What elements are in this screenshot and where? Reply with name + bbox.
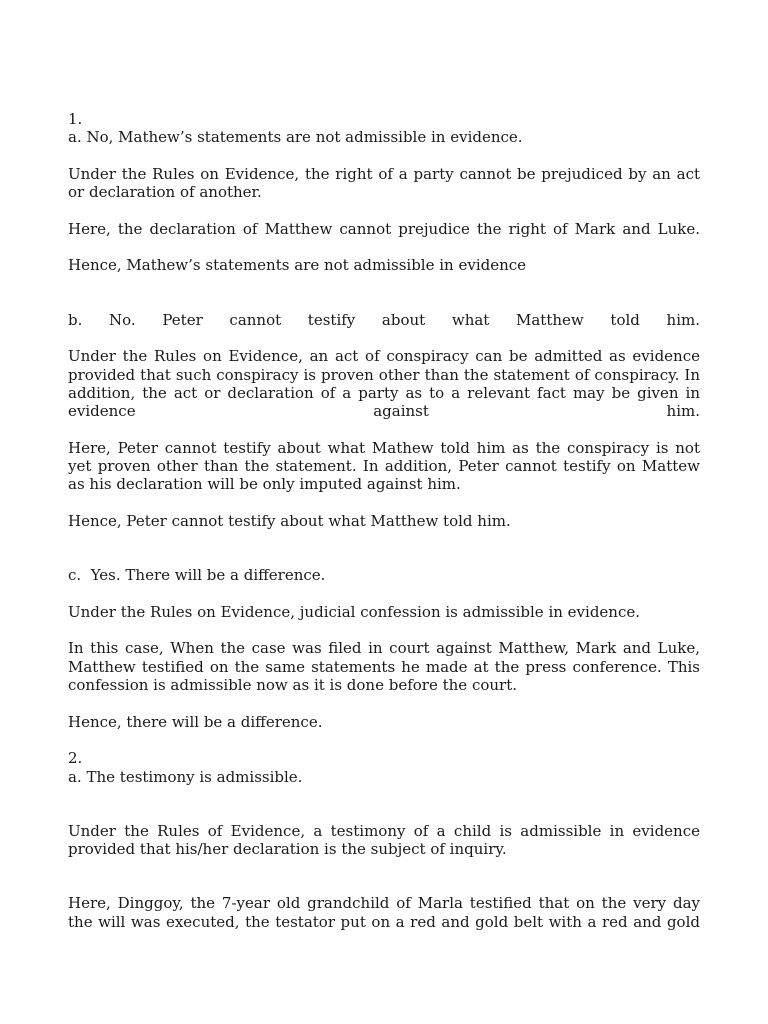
answer-1a-application: Here, the declaration of Matthew cannot prejudice the right of Mark and Luke. [68, 219, 700, 238]
answer-1c-heading: c. Yes. There will be a difference. [68, 566, 326, 585]
answer-1b-conclusion: Hence, Peter cannot testify about what Matthew told him. [68, 511, 511, 530]
answer-1c-conclusion: Hence, there will be a difference. [68, 712, 323, 731]
question-2-number: 2. [68, 749, 83, 768]
answer-2a-application: Here, Dinggoy, the 7-year old grandchild of Marla testified that on the very day the will was executed, the testator put on a red and gold belt with a red and gold [68, 894, 700, 931]
answer-1b-heading: b. No. Peter cannot testify about what Matthew told him. [68, 310, 700, 329]
answer-2a-heading: a. The testimony is admissible. [68, 767, 303, 786]
answer-1c-application: In this case, When the case was filed in court against Matthew, Mark and Luke, Matthew testified on the same statements he made at the press conference. This confession is admissible now as it is done before the court. [68, 639, 700, 695]
answer-1c-rule: Under the Rules on Evidence, judicial confession is admissible in evidence. [68, 602, 640, 621]
question-1-number: 1. [68, 110, 83, 128]
answer-1a-rule: Under the Rules on Evidence, the right of a party cannot be prejudiced by an act or declaration of another. [68, 164, 700, 202]
answer-2a-rule: Under the Rules of Evidence, a testimony of a child is admissible in evidence provided that his/her declaration is the subject of inquiry. [68, 821, 700, 859]
answer-1a-conclusion: Hence, Mathew’s statements are not admissible in evidence [68, 256, 527, 275]
answer-1b-rule: Under the Rules on Evidence, an act of conspiracy can be admitted as evidence provided that such conspiracy is proven other than the statement of conspiracy. In addition, the act or declaration of a party as to a relevant fact may be given in evidence against him. [68, 347, 700, 421]
answer-1b-application: Here, Peter cannot testify about what Mathew told him as the conspiracy is not yet proven other than the statement. In addition, Peter cannot testify on Mattew as his declaration will be only imputed against him. [68, 438, 700, 494]
answer-1a-heading: a. No, Mathew’s statements are not admissible in evidence. [68, 128, 523, 147]
document-page [68, 110, 700, 931]
